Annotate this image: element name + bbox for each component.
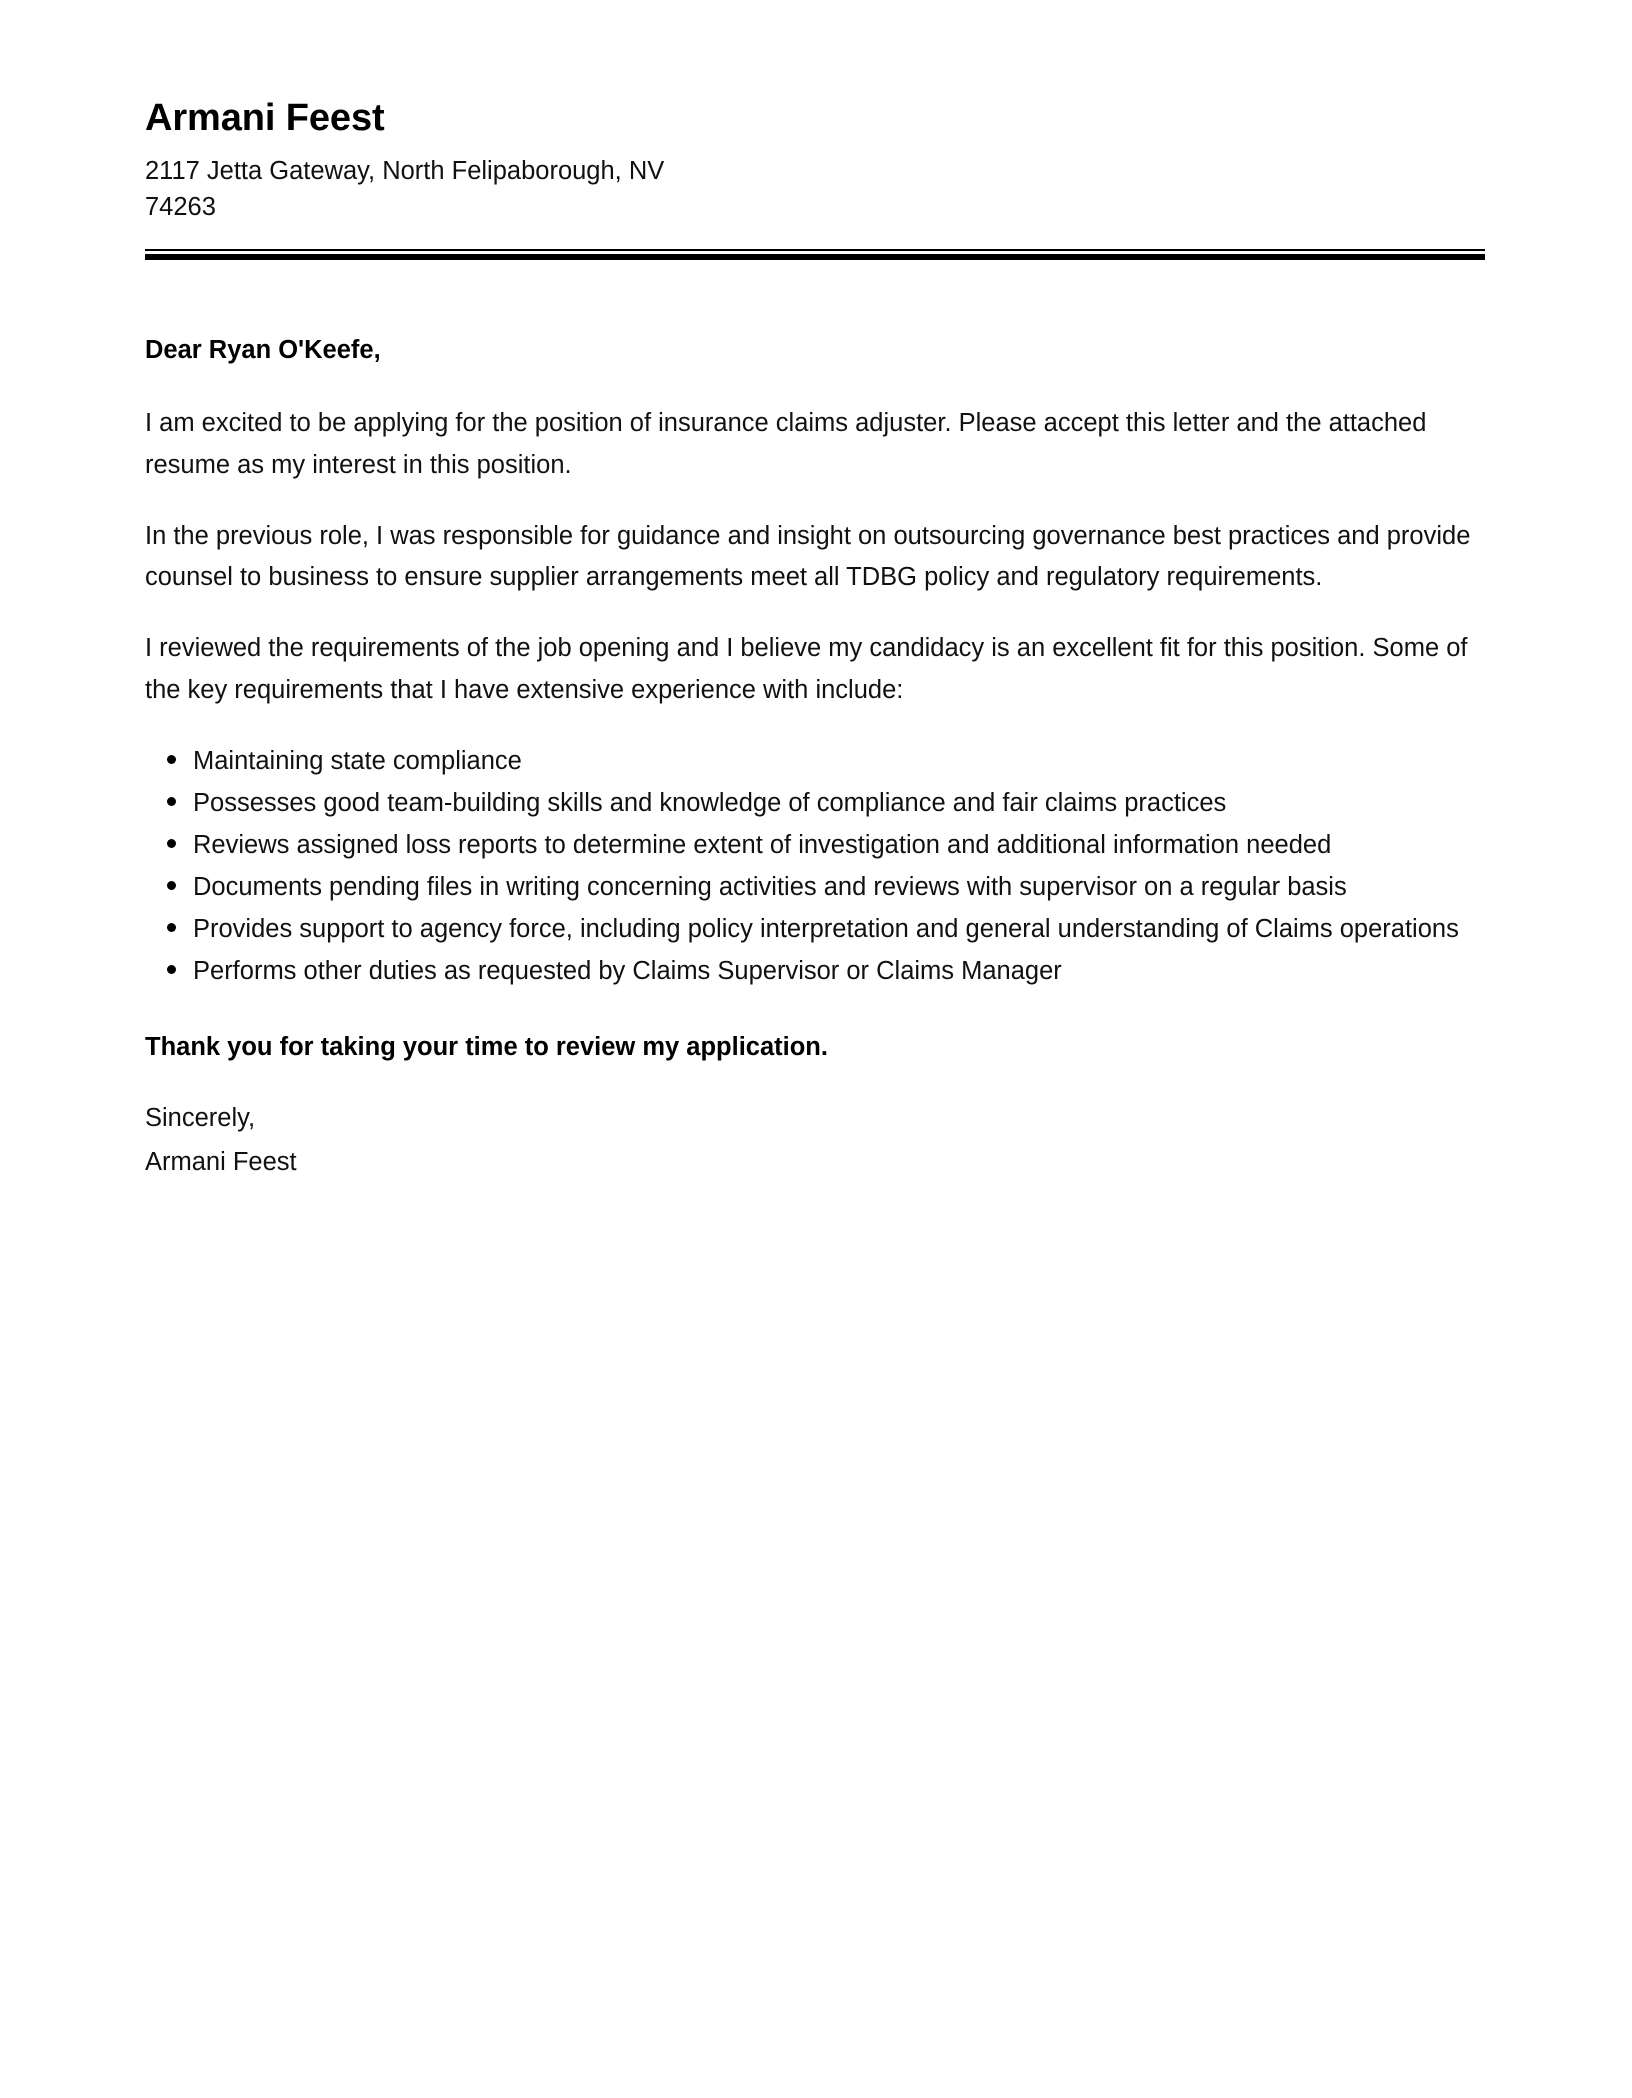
bullet-icon xyxy=(167,881,176,890)
list-item xyxy=(145,783,1485,823)
sender-name: Armani Feest xyxy=(145,97,385,139)
requirements-list xyxy=(145,741,1485,991)
bullet-icon xyxy=(167,923,176,932)
bullet-icon xyxy=(167,797,176,806)
body-paragraph-1: I am excited to be applying for the position of insurance claims adjuster. Please accept this letter and the attached resume as my interest in this position. xyxy=(145,409,1427,479)
list-item-label: Reviews assigned loss reports to determine extent of investigation and additional information needed xyxy=(193,831,1332,860)
list-item-label: Performs other duties as requested by Claims Supervisor or Claims Manager xyxy=(193,957,1062,986)
signature-name: Armani Feest xyxy=(145,1148,297,1177)
list-item xyxy=(145,741,1485,781)
letter-content xyxy=(145,96,1485,1181)
closing-thanks: Thank you for taking your time to review my application. xyxy=(145,1033,828,1062)
letter-body xyxy=(145,332,1485,1180)
bullet-icon xyxy=(167,755,176,764)
list-item-label: Possesses good team-building skills and knowledge of compliance and fair claims practices xyxy=(193,789,1227,818)
bullet-icon xyxy=(167,839,176,848)
list-item xyxy=(145,909,1485,949)
list-item xyxy=(145,825,1485,865)
list-item xyxy=(145,951,1485,991)
list-item-label: Documents pending files in writing concerning activities and reviews with supervisor on a regular basis xyxy=(193,873,1347,902)
signoff-salutation: Sincerely, xyxy=(145,1104,256,1133)
body-paragraph-3: I reviewed the requirements of the job opening and I believe my candidacy is an excellent fit for this position. Some of the key requirements that I have extensive experience with include: xyxy=(145,634,1468,704)
header-divider xyxy=(145,249,1485,260)
list-item xyxy=(145,867,1485,907)
letter-header xyxy=(145,96,1485,225)
divider-rule-thick xyxy=(145,254,1485,260)
salutation: Dear Ryan O'Keefe, xyxy=(145,336,381,365)
sender-address-line-2: 74263 xyxy=(145,193,216,222)
list-item-label: Provides support to agency force, including policy interpretation and general understanding of Claims operations xyxy=(193,915,1459,944)
bullet-icon xyxy=(167,965,176,974)
sender-address-line-1: 2117 Jetta Gateway, North Felipaborough, NV xyxy=(145,156,665,185)
body-paragraph-2: In the previous role, I was responsible for guidance and insight on outsourcing governance best practices and provide counsel to business to ensure supplier arrangements meet all TDBG policy and regulatory requirements. xyxy=(145,521,1471,592)
list-item-label: Maintaining state compliance xyxy=(193,746,522,775)
